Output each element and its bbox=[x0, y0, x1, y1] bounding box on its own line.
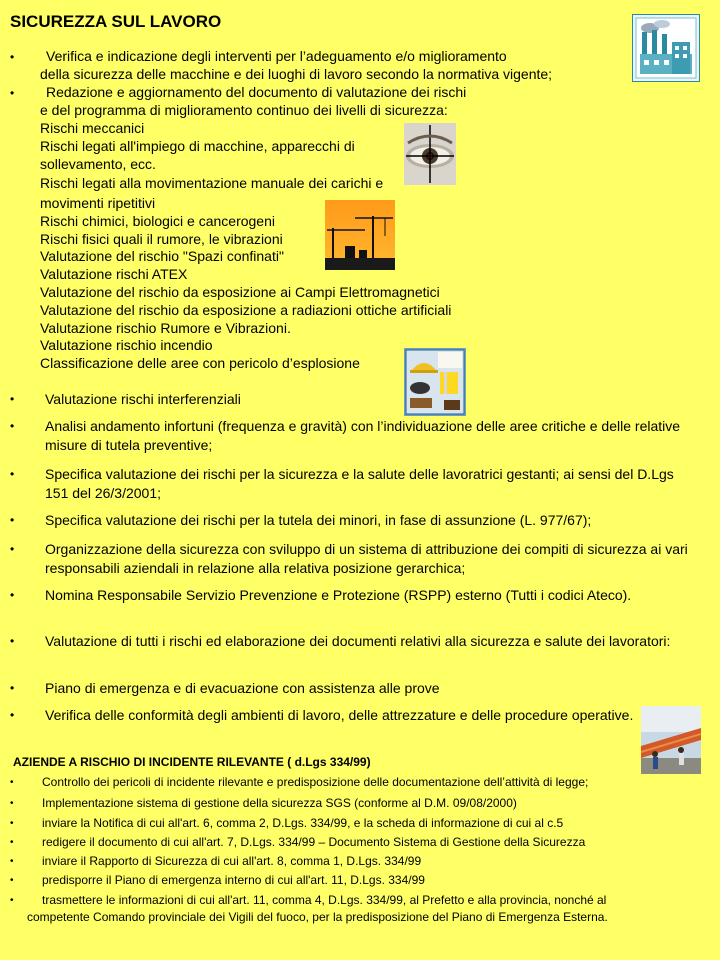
risk-item: Valutazione rischi ATEX bbox=[40, 266, 188, 282]
service-list-item bbox=[10, 390, 700, 410]
bullet-marker: • bbox=[10, 588, 15, 602]
rir-item-text: Implementazione sistema di gestione della sicurezza SGS (conforme al D.M. 09/08/2000) bbox=[42, 796, 517, 810]
service-item-text: Specifica valutazione dei rischi per la sicurezza e la salute delle lavoratrici gestanti; ai sensi del D.Lgs 151 del 26/3/2001; bbox=[45, 466, 674, 501]
bullet-marker: • bbox=[10, 392, 15, 406]
bullet-marker: • bbox=[10, 86, 15, 100]
page-title: SICUREZZA SUL LAVORO bbox=[10, 12, 222, 31]
bullet-marker: • bbox=[10, 798, 14, 809]
service-list-item bbox=[10, 706, 700, 746]
service-item-text: Nomina Responsabile Servizio Prevenzione e Protezione (RSPP) esterno (Tutti i codici Ateco). bbox=[45, 587, 632, 603]
rir-list-item bbox=[10, 834, 715, 852]
risk-item: Rischi fisici quali il rumore, le vibrazioni bbox=[40, 231, 283, 247]
bullet-marker: • bbox=[10, 895, 14, 906]
risk-item: movimenti ripetitivi bbox=[40, 195, 156, 211]
service-list-item bbox=[10, 417, 700, 457]
risk-item: Valutazione del rischio da esposizione ai Campi Elettromagnetici bbox=[40, 284, 440, 300]
eye-crosshair-image bbox=[404, 123, 456, 185]
rir-item-text: inviare il Rapporto di Sicurezza di cui all'art. 8, comma 1, D.Lgs. 334/99 bbox=[42, 854, 422, 868]
service-list-item bbox=[10, 465, 700, 505]
rir-item-text: predisporre il Piano di emergenza interno di cui all'art. 11, D.Lgs. 334/99 bbox=[42, 873, 425, 887]
risk-item: Rischi meccanici bbox=[40, 120, 145, 136]
service-list-item bbox=[10, 511, 700, 531]
service-item-text: Valutazione di tutti i rischi ed elaborazione dei documenti relativi alla sicurezza e salute dei lavoratori: bbox=[45, 633, 671, 649]
bullet-marker: • bbox=[10, 818, 14, 829]
intro-line: e del programma di miglioramento continuo dei livelli di sicurezza: bbox=[40, 102, 448, 118]
service-item-text: Verifica delle conformità degli ambienti di lavoro, delle attrezzature e delle procedure operative. bbox=[45, 707, 634, 723]
rir-item-text: trasmettere le informazioni di cui all'art. 11, comma 4, D.Lgs. 334/99, al Prefetto e alla provincia, nonché al bbox=[42, 893, 607, 907]
service-list-item bbox=[10, 586, 700, 626]
risk-item: Rischi legati alla movimentazione manuale dei carichi e bbox=[40, 175, 384, 191]
risk-item: Valutazione del rischio "Spazi confinati" bbox=[40, 248, 284, 264]
bullet-marker: • bbox=[10, 856, 14, 867]
section-subtitle: AZIENDE A RISCHIO DI INCIDENTE RILEVANTE ( d.Lgs 334/99) bbox=[13, 755, 371, 769]
risk-item: Rischi legati all'impiego di macchine, apparecchi di bbox=[40, 138, 355, 154]
intro-line: Redazione e aggiornamento del documento di valutazione dei rischi bbox=[46, 84, 467, 100]
service-item-text: Analisi andamento infortuni (frequenza e gravità) con l’individuazione delle aree critiche e delle relative misure di tutela preventive; bbox=[45, 418, 681, 453]
service-item-text: Piano di emergenza e di evacuazione con assistenza alle prove bbox=[45, 680, 440, 696]
bullet-marker: • bbox=[10, 837, 14, 848]
bullet-marker: • bbox=[10, 542, 15, 556]
risk-item: Valutazione rischio incendio bbox=[40, 337, 213, 353]
risk-item: Valutazione rischio Rumore e Vibrazioni. bbox=[40, 320, 291, 336]
bullet-marker: • bbox=[10, 634, 15, 648]
rir-item-continuation: competente Comando provinciale dei Vigili del fuoco, per la predisposizione del Piano di Emergenza Esterna. bbox=[27, 910, 608, 924]
bullet-marker: • bbox=[10, 419, 15, 433]
rir-list-item bbox=[10, 774, 715, 792]
service-list-item bbox=[10, 632, 700, 672]
bullet-marker: • bbox=[10, 875, 14, 886]
bullet-marker: • bbox=[10, 513, 15, 527]
rir-item-text: inviare la Notifica di cui all'art. 6, comma 2, D.Lgs. 334/99, e la scheda di informazione di cui al c.5 bbox=[42, 816, 564, 830]
bullet-marker: • bbox=[10, 777, 14, 788]
crane-sunset-image bbox=[325, 200, 395, 270]
rir-list-item bbox=[10, 853, 715, 871]
bullet-marker: • bbox=[10, 708, 15, 722]
risk-item: Rischi chimici, biologici e cancerogeni bbox=[40, 213, 275, 229]
bullet-marker: • bbox=[10, 467, 15, 481]
factory-image bbox=[632, 14, 700, 82]
bullet-marker: • bbox=[10, 50, 15, 64]
intro-line: della sicurezza delle macchine e dei luoghi di lavoro secondo la normativa vigente; bbox=[40, 66, 553, 82]
service-item-text: Organizzazione della sicurezza con sviluppo di un sistema di attribuzione dei compiti di sicurezza ai vari responsabili aziendali in relazione alla relativa posizione gerarchica; bbox=[45, 541, 688, 576]
risk-item: Classificazione delle aree con pericolo d’esplosione bbox=[40, 355, 360, 371]
service-item-text: Specifica valutazione dei rischi per la tutela dei minori, in fase di assunzione (L. 977/67); bbox=[45, 512, 592, 528]
risk-item: Valutazione del rischio da esposizione a radiazioni ottiche artificiali bbox=[40, 302, 452, 318]
rir-item-text: redigere il documento di cui all'art. 7, D.Lgs. 334/99 – Documento Sistema di Gestione della Sicurezza bbox=[42, 835, 586, 849]
service-item-text: Valutazione rischi interferenziali bbox=[45, 391, 241, 407]
rir-list-item bbox=[10, 795, 715, 813]
rir-list-item bbox=[10, 872, 715, 890]
intro-line: Verifica e indicazione degli interventi per l’adeguamento e/o miglioramento bbox=[46, 48, 507, 64]
bullet-marker: • bbox=[10, 681, 15, 695]
industrial-workers-image bbox=[641, 706, 701, 774]
risk-item: sollevamento, ecc. bbox=[40, 156, 156, 172]
rir-item-text: Controllo dei pericoli di incidente rilevante e predisposizione delle documentazione dell’attività di legge; bbox=[42, 775, 589, 789]
service-list-item bbox=[10, 679, 700, 699]
service-list-item bbox=[10, 540, 700, 580]
rir-list-item bbox=[10, 815, 715, 833]
